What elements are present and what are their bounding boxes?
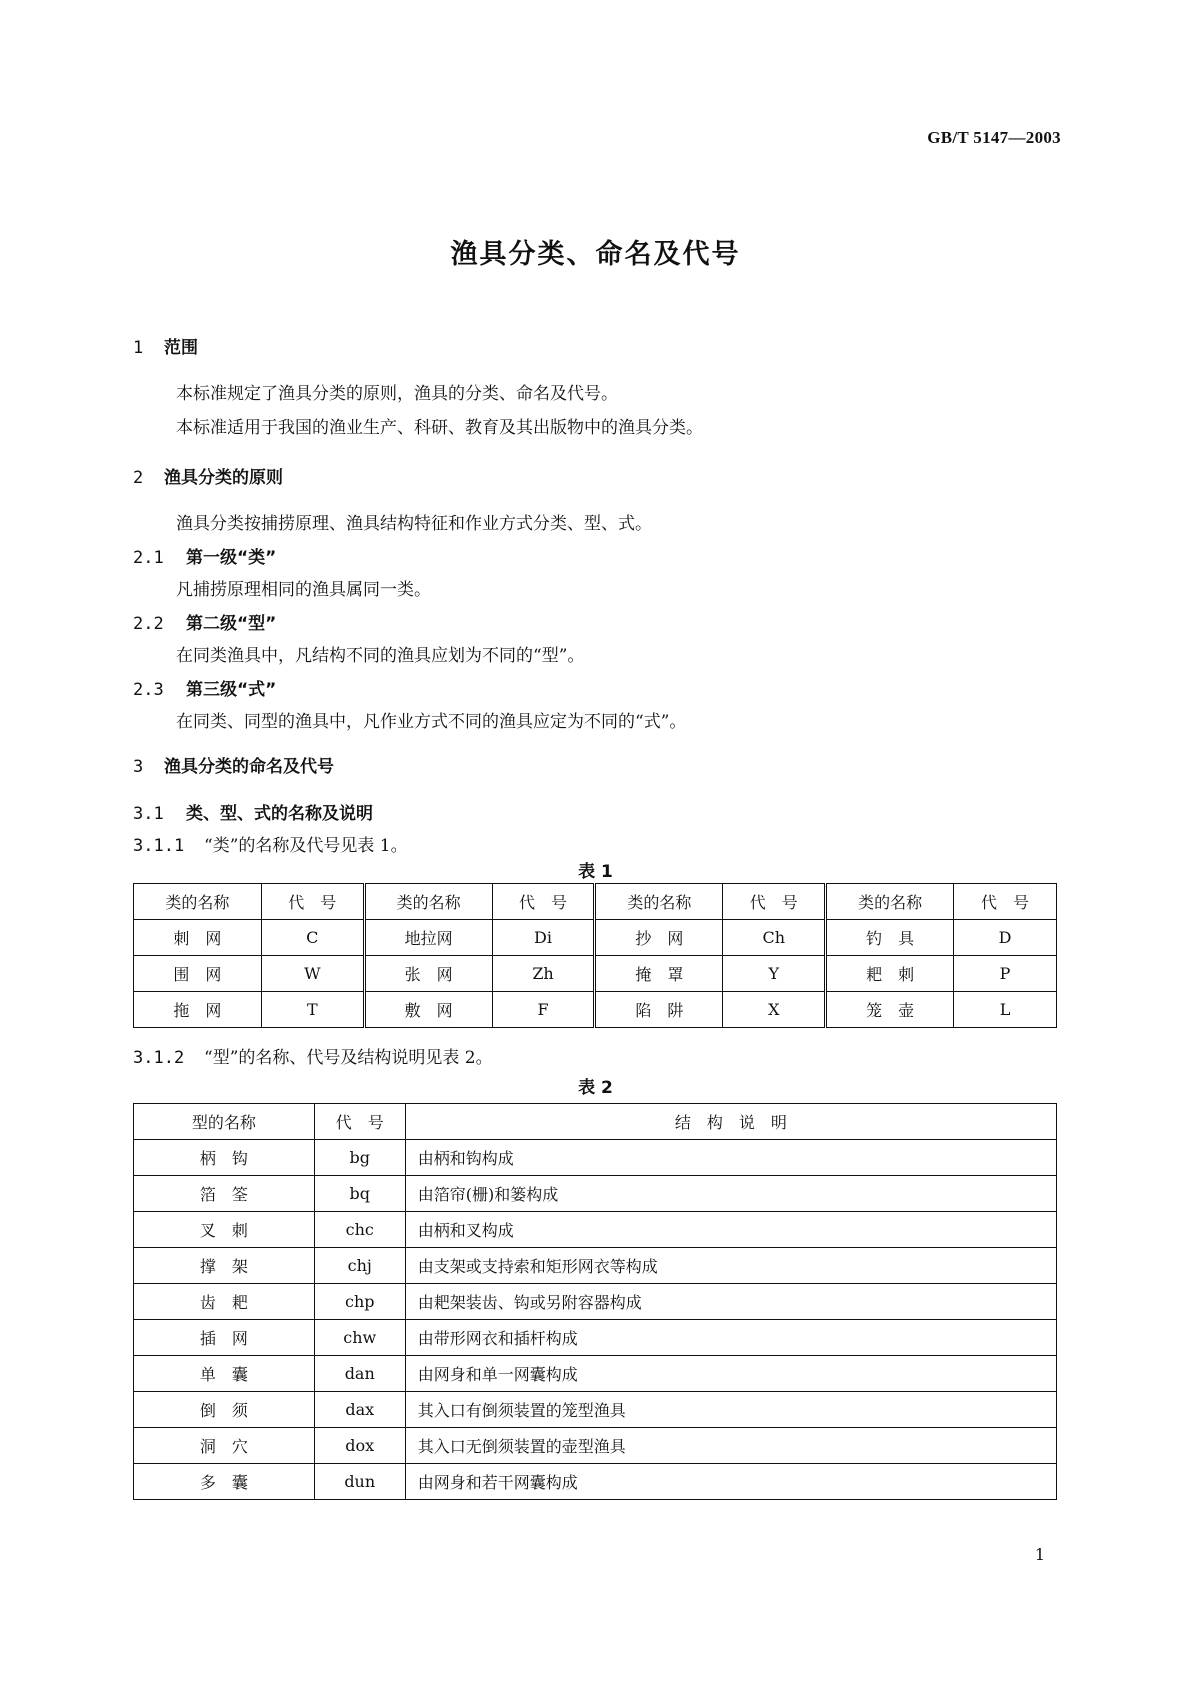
gear-name-cell: 围 网 xyxy=(134,956,262,992)
table-row xyxy=(134,1176,1057,1212)
section-title: 渔具分类的原则 xyxy=(164,468,283,488)
structure-desc-cell: 由网身和若干网囊构成 xyxy=(405,1464,1056,1500)
type-name-cell: 箔 筌 xyxy=(134,1176,315,1212)
structure-desc-cell: 其入口无倒须装置的壶型渔具 xyxy=(405,1428,1056,1464)
clause-text: “类”的名称及代号见表 1。 xyxy=(204,836,408,856)
section-2-heading xyxy=(133,463,283,488)
section-number: 3 xyxy=(133,757,144,777)
table-row xyxy=(134,1464,1057,1500)
header-cell: 结 构 说 明 xyxy=(405,1104,1056,1140)
type-code-cell: bg xyxy=(314,1140,405,1176)
gear-code-cell: Di xyxy=(492,920,595,956)
gear-name-cell: 笼 壶 xyxy=(826,992,954,1028)
paragraph: 在同类、同型的渔具中，凡作业方式不同的渔具应定为不同的“式”。 xyxy=(176,712,687,732)
gear-name-cell: 拖 网 xyxy=(134,992,262,1028)
table-row xyxy=(134,992,1057,1028)
subsection-heading xyxy=(133,675,276,700)
table-2-caption: 表 2 xyxy=(578,1078,613,1098)
structure-desc-cell: 由耙架装齿、钩或另附容器构成 xyxy=(405,1284,1056,1320)
table-row xyxy=(134,1212,1057,1248)
section-title: 范围 xyxy=(164,338,198,358)
gear-code-cell: Y xyxy=(723,956,826,992)
type-code-cell: dun xyxy=(314,1464,405,1500)
table-row xyxy=(134,1392,1057,1428)
gear-code-cell: P xyxy=(954,956,1057,992)
gear-code-cell: X xyxy=(723,992,826,1028)
header-cell: 代 号 xyxy=(954,884,1057,920)
document-title: 渔具分类、命名及代号 xyxy=(450,239,741,270)
section-1-heading xyxy=(133,333,198,358)
paragraph: 在同类渔具中，凡结构不同的渔具应划为不同的“型”。 xyxy=(176,646,585,666)
type-name-cell: 柄 钩 xyxy=(134,1140,315,1176)
structure-desc-cell: 由柄和钩构成 xyxy=(405,1140,1056,1176)
clause-number: 3.1.1 xyxy=(133,836,185,856)
header-cell: 类的名称 xyxy=(364,884,492,920)
gear-code-cell: F xyxy=(492,992,595,1028)
gear-name-cell: 掩 罩 xyxy=(595,956,723,992)
header-cell: 型的名称 xyxy=(134,1104,315,1140)
section-number: 1 xyxy=(133,338,144,358)
table-row xyxy=(134,1248,1057,1284)
type-code-cell: chc xyxy=(314,1212,405,1248)
header-cell: 类的名称 xyxy=(134,884,262,920)
paragraph: 本标准规定了渔具分类的原则，渔具的分类、命名及代号。 xyxy=(176,384,618,404)
header-cell: 类的名称 xyxy=(826,884,954,920)
type-code-cell: chj xyxy=(314,1248,405,1284)
subsection-heading xyxy=(133,799,373,824)
standard-code: GB/T 5147—2003 xyxy=(927,128,1061,147)
section-number: 2 xyxy=(133,468,144,488)
clause-number: 3.1.2 xyxy=(133,1048,185,1068)
table-2 xyxy=(133,1103,1057,1500)
section-title: 渔具分类的命名及代号 xyxy=(164,757,334,777)
type-name-cell: 洞 穴 xyxy=(134,1428,315,1464)
gear-name-cell: 陷 阱 xyxy=(595,992,723,1028)
section-3-heading xyxy=(133,752,334,777)
gear-code-cell: W xyxy=(261,956,364,992)
structure-desc-cell: 由箔帘(栅)和篓构成 xyxy=(405,1176,1056,1212)
subsection-heading xyxy=(133,609,276,634)
clause-text: “型”的名称、代号及结构说明见表 2。 xyxy=(204,1048,493,1068)
section-number: 2.2 xyxy=(133,614,164,634)
clause xyxy=(133,1043,493,1068)
gear-code-cell: Zh xyxy=(492,956,595,992)
type-name-cell: 撑 架 xyxy=(134,1248,315,1284)
gear-name-cell: 张 网 xyxy=(364,956,492,992)
table-row xyxy=(134,1284,1057,1320)
table-header-row xyxy=(134,1104,1057,1140)
gear-name-cell: 敷 网 xyxy=(364,992,492,1028)
gear-name-cell: 钓 具 xyxy=(826,920,954,956)
type-name-cell: 倒 须 xyxy=(134,1392,315,1428)
table-row xyxy=(134,1140,1057,1176)
paragraph: 凡捕捞原理相同的渔具属同一类。 xyxy=(176,580,431,600)
table-row xyxy=(134,956,1057,992)
gear-name-cell: 刺 网 xyxy=(134,920,262,956)
gear-code-cell: Ch xyxy=(723,920,826,956)
header-cell: 代 号 xyxy=(314,1104,405,1140)
table-1 xyxy=(133,883,1057,1028)
section-title: 第三级“式” xyxy=(186,680,277,700)
subsection-heading xyxy=(133,543,276,568)
clause xyxy=(133,831,408,856)
structure-desc-cell: 由带形网衣和插杆构成 xyxy=(405,1320,1056,1356)
paragraph: 本标准适用于我国的渔业生产、科研、教育及其出版物中的渔具分类。 xyxy=(176,418,703,438)
header-cell: 代 号 xyxy=(261,884,364,920)
table-1-caption: 表 1 xyxy=(578,862,613,882)
type-name-cell: 插 网 xyxy=(134,1320,315,1356)
structure-desc-cell: 由柄和叉构成 xyxy=(405,1212,1056,1248)
gear-name-cell: 抄 网 xyxy=(595,920,723,956)
type-name-cell: 单 囊 xyxy=(134,1356,315,1392)
structure-desc-cell: 由支架或支持索和矩形网衣等构成 xyxy=(405,1248,1056,1284)
header-cell: 代 号 xyxy=(492,884,595,920)
type-code-cell: dox xyxy=(314,1428,405,1464)
page-number: 1 xyxy=(1034,1545,1045,1564)
type-name-cell: 多 囊 xyxy=(134,1464,315,1500)
type-code-cell: dan xyxy=(314,1356,405,1392)
header-cell: 代 号 xyxy=(723,884,826,920)
table-header-row xyxy=(134,884,1057,920)
header-cell: 类的名称 xyxy=(595,884,723,920)
structure-desc-cell: 其入口有倒须装置的笼型渔具 xyxy=(405,1392,1056,1428)
section-number: 3.1 xyxy=(133,804,164,824)
type-name-cell: 齿 耙 xyxy=(134,1284,315,1320)
table-row xyxy=(134,1320,1057,1356)
gear-name-cell: 耙 刺 xyxy=(826,956,954,992)
type-code-cell: dax xyxy=(314,1392,405,1428)
paragraph: 渔具分类按捕捞原理、渔具结构特征和作业方式分类、型、式。 xyxy=(176,514,652,534)
gear-name-cell: 地拉网 xyxy=(364,920,492,956)
table-row xyxy=(134,1356,1057,1392)
gear-code-cell: C xyxy=(261,920,364,956)
gear-code-cell: L xyxy=(954,992,1057,1028)
section-title: 类、型、式的名称及说明 xyxy=(186,804,373,824)
section-number: 2.1 xyxy=(133,548,164,568)
table-row xyxy=(134,920,1057,956)
gear-code-cell: T xyxy=(261,992,364,1028)
type-name-cell: 叉 刺 xyxy=(134,1212,315,1248)
section-title: 第一级“类” xyxy=(186,548,277,568)
type-code-cell: chp xyxy=(314,1284,405,1320)
gear-code-cell: D xyxy=(954,920,1057,956)
type-code-cell: chw xyxy=(314,1320,405,1356)
section-title: 第二级“型” xyxy=(186,614,277,634)
table-row xyxy=(134,1428,1057,1464)
structure-desc-cell: 由网身和单一网囊构成 xyxy=(405,1356,1056,1392)
section-number: 2.3 xyxy=(133,680,164,700)
type-code-cell: bq xyxy=(314,1176,405,1212)
